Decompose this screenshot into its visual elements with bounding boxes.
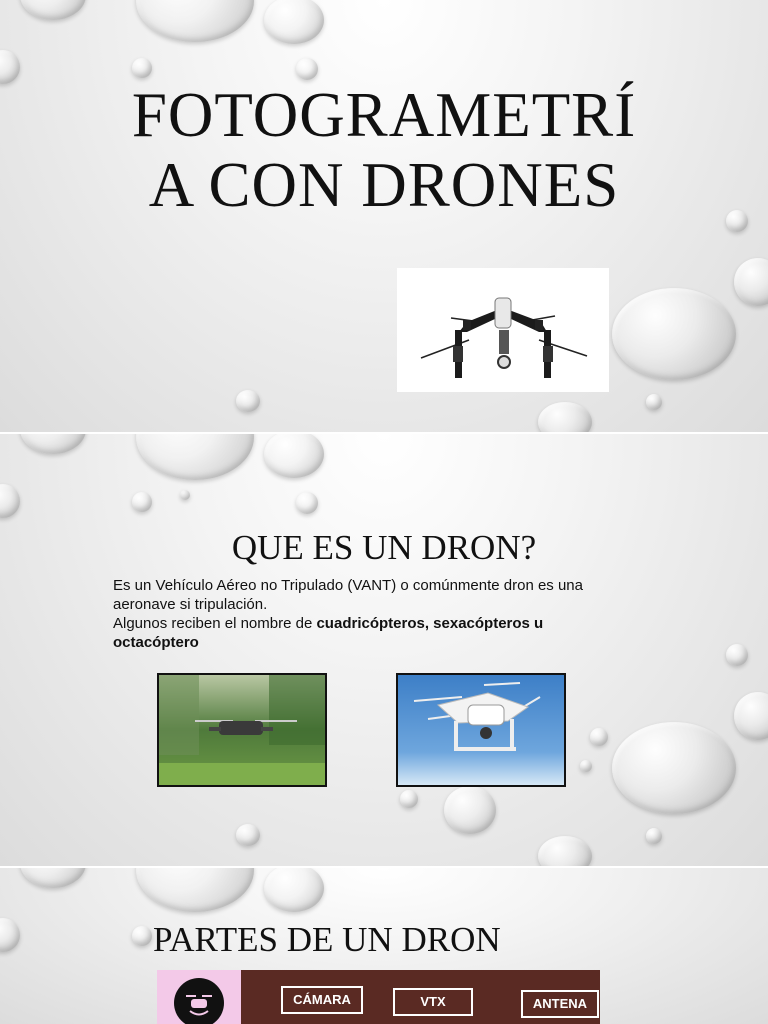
diagram-label-antenna: ANTENA — [521, 990, 599, 1018]
diagram-label-camera: CÁMARA — [281, 986, 363, 1014]
slide-title — [84, 80, 684, 220]
title-line-2: A CON DRONES — [148, 150, 620, 220]
water-drop — [0, 50, 20, 84]
water-drop — [264, 868, 324, 912]
paragraph-definition: Es un Vehículo Aéreo no Tripulado (VANT) o comúnmente dron es una aeronave si tripulación. — [113, 577, 583, 613]
drone-logo-icon — [174, 978, 224, 1024]
water-drop — [180, 490, 190, 500]
water-drop — [646, 828, 662, 844]
water-drop — [612, 288, 736, 380]
water-drop — [612, 722, 736, 814]
water-drop — [264, 0, 324, 44]
drone-field-photo — [157, 673, 327, 787]
water-drop — [538, 402, 592, 432]
drone-field-illustration — [159, 675, 325, 785]
water-drop — [132, 492, 152, 512]
water-drop — [20, 434, 86, 454]
water-drop — [646, 394, 662, 410]
water-drop — [236, 390, 260, 412]
drone-illustration — [397, 268, 609, 392]
water-drop — [726, 644, 748, 666]
slide-title: PARTES DE UN DRON — [153, 920, 501, 959]
water-drop — [136, 0, 254, 42]
drone-parts-diagram — [157, 970, 600, 1024]
paragraph-names-prefix: Algunos reciben el nombre de — [113, 615, 317, 632]
water-drop — [132, 926, 152, 946]
water-drop — [20, 0, 86, 20]
water-drop — [538, 836, 592, 866]
slide-title: QUE ES UN DRON? — [231, 528, 537, 567]
diagram-label-vtx: VTX — [393, 988, 473, 1016]
water-drop — [296, 492, 318, 514]
water-drop — [590, 728, 608, 746]
title-line-1: FOTOGRAMETRÍ — [131, 80, 637, 150]
water-drop — [0, 484, 20, 518]
slide-1 — [0, 0, 768, 432]
drone-sky-illustration — [398, 675, 564, 785]
slide-3 — [0, 868, 768, 1024]
drone-photo — [397, 268, 609, 392]
water-drop — [136, 434, 254, 480]
water-drop — [132, 58, 152, 78]
water-drop — [400, 790, 418, 808]
water-drop — [734, 258, 768, 306]
water-drop — [0, 918, 20, 952]
water-drop — [236, 824, 260, 846]
water-drop — [20, 868, 86, 888]
paragraph-names-bold: cuadricópteros, sexacópteros u octacóptero — [113, 615, 544, 651]
water-drop — [136, 868, 254, 912]
water-drop — [726, 210, 748, 232]
water-drop — [264, 434, 324, 478]
water-drop — [444, 786, 496, 834]
water-drop — [580, 760, 592, 772]
drone-sky-photo — [396, 673, 566, 787]
water-drop — [734, 692, 768, 740]
slide-2 — [0, 434, 768, 866]
slide-body — [113, 576, 593, 652]
logo-panel — [157, 970, 241, 1024]
paragraph-names — [113, 614, 593, 652]
water-drop — [296, 58, 318, 80]
